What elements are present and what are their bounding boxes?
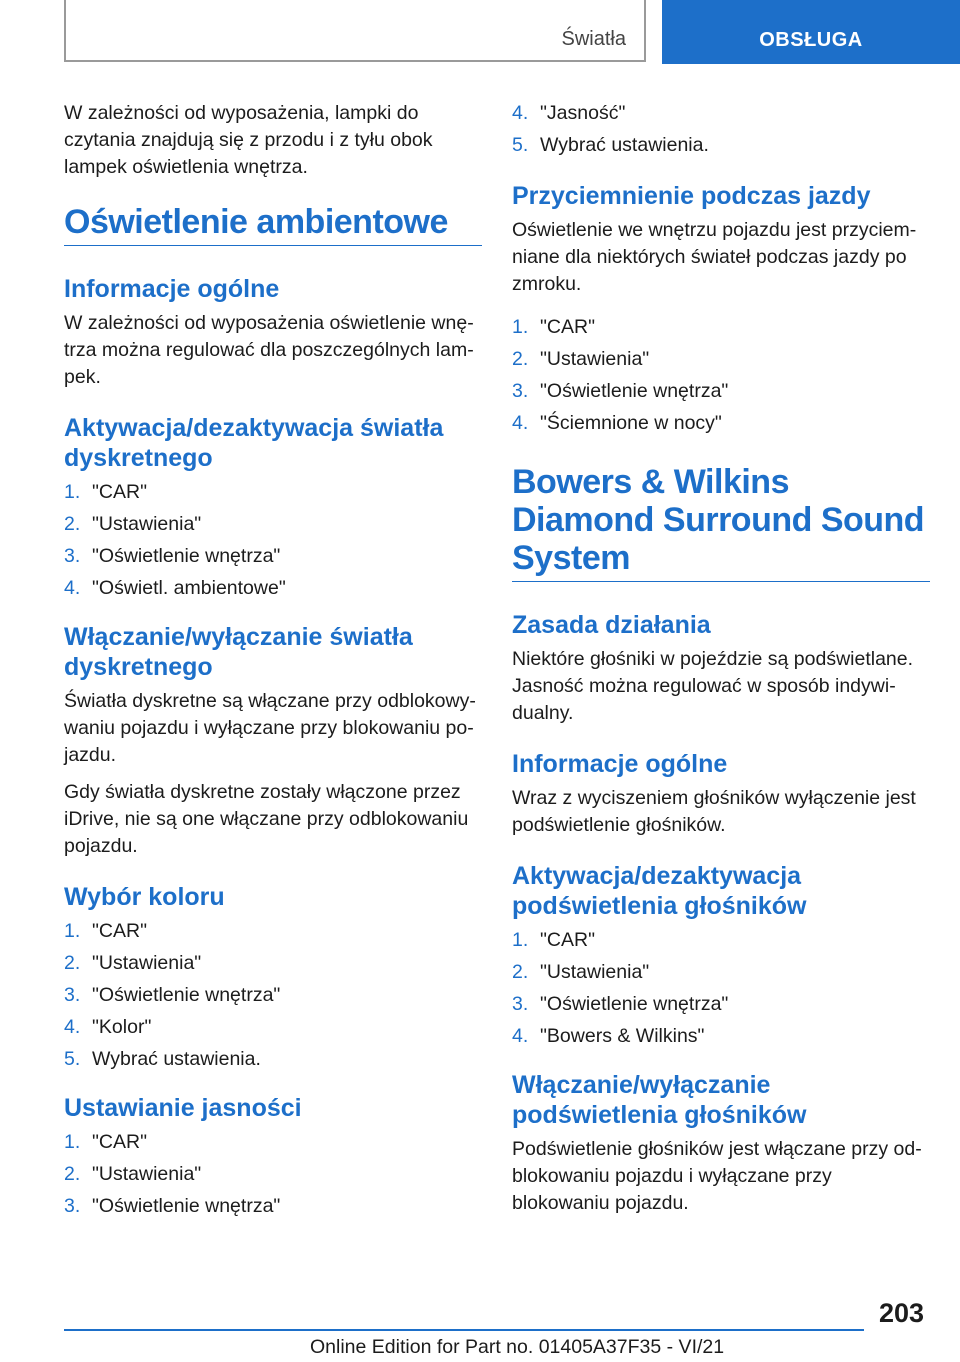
list-item: 3. "Oświetlenie wnętrza" bbox=[64, 1195, 281, 1217]
list-item: 4. "Bowers & Wilkins" bbox=[512, 1025, 705, 1047]
list-item: 3. "Oświetlenie wnętrza" bbox=[64, 984, 281, 1006]
list-item: 2. "Ustawienia" bbox=[512, 348, 650, 370]
color-steps bbox=[64, 918, 482, 1073]
speaker-activation-heading: Aktywacja/dezaktywacja podświetlenia głośników bbox=[512, 862, 807, 920]
brightness-heading: Ustawianie jasności bbox=[64, 1094, 302, 1122]
list-item: 2. "Ustawienia" bbox=[64, 952, 202, 974]
list-item: 3. "Oświetlenie wnętrza" bbox=[512, 993, 729, 1015]
brightness-steps bbox=[64, 1129, 482, 1220]
principle-text: Niektóre głośniki w pojeździe są podświetlane. Jasność można regulować w sposób indywidualny. bbox=[512, 648, 914, 724]
footer-divider bbox=[64, 1329, 864, 1331]
page-number: 203 bbox=[878, 1298, 924, 1328]
list-item: 1. "CAR" bbox=[512, 929, 596, 951]
list-item: 4. "Oświetl. ambientowe" bbox=[64, 577, 286, 599]
speaker-switch-heading: Włączanie/wyłączanie podświetlenia głośników bbox=[512, 1071, 807, 1129]
dimming-text: Oświetlenie we wnętrzu pojazdu jest przyciemniane dla niektórych świateł podczas jazdy po zmroku. bbox=[512, 219, 917, 295]
principle-heading: Zasada działania bbox=[512, 611, 711, 639]
bowers-wilkins-heading: Bowers & Wilkins Diamond Surround Sound System bbox=[512, 463, 930, 582]
activation-steps bbox=[64, 479, 482, 602]
general-info-text: W zależności od wyposażenia oświetlenie wnętrza można regulować dla poszczególnych lampek. bbox=[64, 312, 474, 388]
speaker-general-info-text: Wraz z wyciszeniem głośników wyłączenie jest podświetlenie głośników. bbox=[512, 787, 916, 836]
switch-text-1: Światła dyskretne są włączane przy odblokowywaniu pojazdu i wyłączane przy blokowaniu pojazdu. bbox=[64, 690, 476, 766]
list-item: 4. "Jasność" bbox=[512, 102, 626, 124]
list-item: 4. "Ściemnione w nocy" bbox=[512, 412, 722, 434]
list-item: 1. "CAR" bbox=[64, 481, 148, 503]
list-item: 5. Wybrać ustawienia. bbox=[512, 134, 709, 156]
list-item: 5. Wybrać ustawienia. bbox=[64, 1048, 261, 1070]
footer-edition: Online Edition for Part no. 01405A37F35 - VI/21 bbox=[310, 1336, 725, 1358]
speaker-general-info-heading: Informacje ogólne bbox=[512, 750, 728, 778]
general-info-heading: Informacje ogólne bbox=[64, 275, 280, 303]
reading-lamps-intro: W zależności od wyposażenia, lampki do czytania znajdują się z przodu i z tyłu obok lampek oświetlenia wnętrza. bbox=[64, 102, 433, 178]
list-item: 2. "Ustawienia" bbox=[64, 1163, 202, 1185]
left-column bbox=[64, 100, 482, 1244]
switch-heading: Włączanie/wyłączanie światła dyskretnego bbox=[64, 623, 413, 681]
list-item: 2. "Ustawienia" bbox=[64, 513, 202, 535]
speaker-activation-steps bbox=[512, 927, 930, 1050]
right-column bbox=[512, 100, 930, 1233]
speaker-switch-text: Podświetlenie głośników jest włączane przy odblokowaniu pojazdu i wyłączane przy blokowaniu pojazdu. bbox=[512, 1138, 922, 1214]
dimming-steps bbox=[512, 314, 930, 437]
list-item: 1. "CAR" bbox=[64, 920, 148, 942]
list-item: 1. "CAR" bbox=[512, 316, 596, 338]
list-item: 4. "Kolor" bbox=[64, 1016, 152, 1038]
dimming-heading: Przyciemnienie podczas jazdy bbox=[512, 182, 871, 210]
header-section-title: Światła bbox=[561, 28, 626, 50]
list-item: 3. "Oświetlenie wnętrza" bbox=[512, 380, 729, 402]
list-item: 1. "CAR" bbox=[64, 1131, 148, 1153]
header-chapter-title: OBSŁUGA bbox=[759, 29, 863, 51]
ambient-lighting-heading: Oświetlenie ambientowe bbox=[64, 203, 482, 246]
list-item: 2. "Ustawienia" bbox=[512, 961, 650, 983]
activation-heading: Aktywacja/dezaktywacja światła dyskretnego bbox=[64, 414, 444, 472]
list-item: 3. "Oświetlenie wnętrza" bbox=[64, 545, 281, 567]
color-heading: Wybór koloru bbox=[64, 883, 225, 911]
header-section-tab bbox=[64, 0, 646, 62]
header-chapter-tab bbox=[662, 0, 960, 64]
switch-text-2: Gdy światła dyskretne zostały włączone przez iDrive, nie są one włączane przy odblokowaniu pojazdu. bbox=[64, 781, 469, 857]
brightness-steps-continued bbox=[512, 100, 930, 159]
